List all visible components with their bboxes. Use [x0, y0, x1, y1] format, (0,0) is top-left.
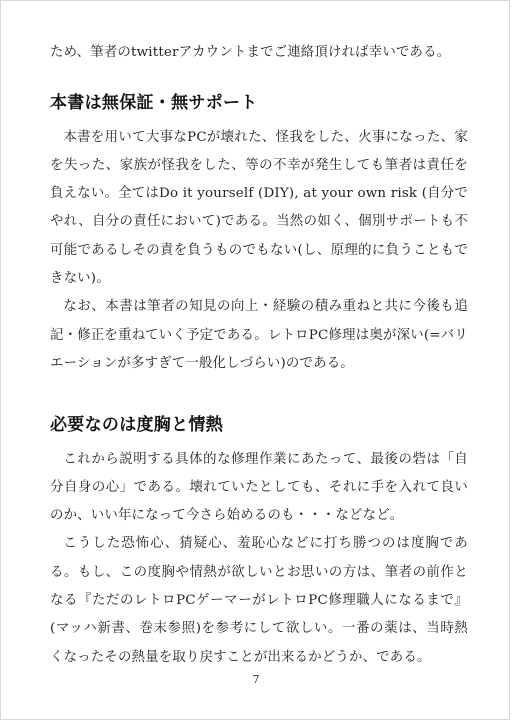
courage-paragraph-2: こうした恐怖心、猜疑心、羞恥心などに打ち勝つのは度胸である。もし、この度胸や情熱が欲しいとお思いの方は、筆者の前作となる『ただのレトロPCゲーマーがレトロPC修理職人になるまで』(マッハ新書、巻末参照)を参考にして欲しい。一番の薬は、当時熱くなったその熱量を取り戻すことが出来るかどうか、である。 [50, 536, 468, 665]
intro-paragraph: ため、筆者のtwitterアカウントまでご連絡頂ければ幸いである。 [50, 45, 451, 60]
section-heading-no-warranty: 本書は無保証・無サポート [50, 93, 258, 114]
no-warranty-paragraph-2: なお、本書は筆者の知見の向上・経験の積み重ねと共に今後も追記・修正を重ねていく予定である。レトロPC修理は奥が深い(=バリエーションが多すぎて一般化しづらい)のである。 [50, 299, 468, 371]
page-number: 7 [252, 673, 260, 686]
courage-paragraph-1: これから説明する具体的な修理作業にあたって、最後の砦は「自分自身の心」である。壊れていたとしても、それに手を入れて良いのか、いい年になって今さら始めるのも・・・などなど。 [50, 451, 468, 524]
section-heading-courage: 必要なのは度胸と情熱 [50, 415, 223, 436]
no-warranty-paragraph-1: 本書を用いて大事なPCが壊れた、怪我をした、火事になった、家を失った、家族が怪我をした、等の不幸が発生しても筆者は責任を負えない。全てはDo it yourself (DIY), at your own risk (自分でやれ、自分の責任において)である。当然の如く、個別サポートも不可能であるしその責を負うものでもない(し、原理的に負うこともできない)。 [50, 129, 468, 287]
page-content [50, 39, 468, 672]
